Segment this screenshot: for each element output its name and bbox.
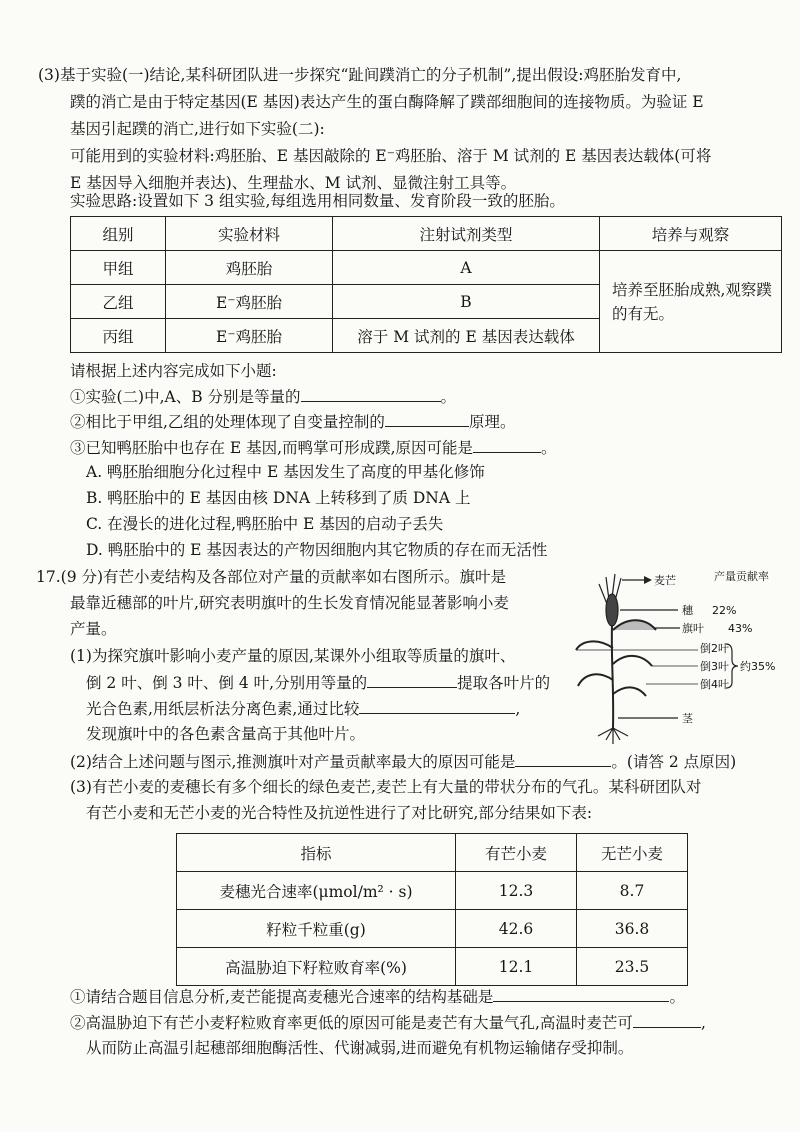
q16-sub-2 [70,410,515,433]
q17-p1-text: 倒 2 叶、倒 3 叶、倒 4 叶,分别用等量的 [86,674,368,692]
q17-stem-3: 产量。 [70,620,117,638]
answer-blank[interactable] [385,410,469,427]
q17-p1-line-2 [86,671,550,694]
q16-sub-3 [70,436,557,459]
table-header: 无芒小麦 [577,834,688,872]
q17-sub-2-text: ②高温胁迫下有芒小麦籽粒败育率更低的原因可能是麦芒有大量气孔,高温时麦芒可 [70,1014,633,1032]
option-d: D. 鸭胚胎中的 E 基因表达的产物因细胞内其它物质的存在而无活性 [86,541,548,559]
table-cell: 12.1 [456,948,577,986]
table-row [177,872,688,910]
table-cell: 42.6 [456,910,577,948]
q17-stem-2: 最靠近穗部的叶片,研究表明旗叶的生长发育情况能显著影响小麦 [70,594,509,612]
stem-label: 茎 [682,712,693,725]
q17-sub-1-text: ①请结合题目信息分析,麦芒能提高麦穗光合速率的结构基础是 [70,988,494,1006]
answer-blank[interactable] [359,697,515,714]
wheat-ear [606,594,618,626]
q16-sub-1 [70,385,456,408]
table-cell: E⁻鸡胚胎 [166,285,333,319]
table-header: 培养与观察 [600,217,782,251]
q17-p3-line-1: (3)有芒小麦的麦穗长有多个细长的绿色麦芒,麦芒上有大量的带状分布的气孔。某科研团队对 [70,778,702,796]
answer-blank[interactable] [493,985,669,1002]
q17-p1-line-4: 发现旗叶中的各色素含量高于其他叶片。 [86,725,366,743]
q17-p1-text-3: 光合色素,用纸层析法分离色素,通过比较 [86,700,360,718]
q17-p1-text-2: 提取各叶片的 [457,674,551,692]
roots [598,728,628,744]
wheat-comparison-table [176,833,688,986]
q16-intro-line-6: 实验思路:设置如下 3 组实验,每组选用相同数量、发育阶段一致的胚胎。 [70,192,565,210]
table-cell: B [333,285,600,319]
arrow-head [644,576,652,584]
table-row [177,948,688,986]
q16-sub-3-text: ③已知鸭胚胎中也存在 E 基因,而鸭掌可形成蹼,原因可能是 [70,439,474,457]
leaf-2-label: 倒2叶 [700,642,729,655]
leaf-4 [578,674,613,686]
q17-p2-end: 。(请答 2 点原因) [611,753,737,771]
q16-intro-line-2: 蹼的消亡是由于特定基因(E 基因)表达产生的蛋白酶降解了蹼部细胞间的连接物质。为验证 E [70,93,704,111]
leaf-3 [613,656,652,666]
answer-blank[interactable] [515,750,611,767]
answer-blank[interactable] [367,671,457,688]
leaves-value: 约35% [740,660,776,673]
observation-cell: 培养至胚胎成熟,观察蹼的有无。 [600,251,782,353]
flag-leaf-label: 旗叶 [682,622,704,635]
wheat-plant-figure [568,568,792,750]
spike-label: 穗 [682,604,693,617]
table-header: 指标 [177,834,456,872]
leaf-4-label: 倒4叶 [700,678,729,691]
table-header-row [71,217,782,251]
table-header: 实验材料 [166,217,333,251]
table-cell: 甲组 [71,251,166,285]
wheat-stem [612,626,613,728]
q16-intro-line-5: E 基因导入细胞并表达)、生理盐水、M 试剂、显微注射工具等。 [70,174,517,192]
q16-sub-3-end: 。 [541,439,557,457]
q17-stem-1: 17.(9 分)有芒小麦结构及各部位对产量的贡献率如右图所示。旗叶是 [36,568,507,586]
q17-p3-line-2: 有芒小麦和无芒小麦的光合特性及抗逆性进行了对比研究,部分结果如下表: [86,804,593,822]
table-header: 组别 [71,217,166,251]
q16-intro-line-4: 可能用到的实验材料:鸡胚胎、E 基因敲除的 E⁻鸡胚胎、溶于 M 试剂的 E 基因表达载体(可将 [70,147,712,165]
table-row [177,910,688,948]
table-cell: 溶于 M 试剂的 E 基因表达载体 [333,319,600,353]
table-row [71,251,782,285]
table-cell: 8.7 [577,872,688,910]
q17-p1-line-1: (1)为探究旗叶影响小麦产量的原因,某课外小组取等质量的旗叶、 [70,647,516,665]
q16-sub-2-text: ②相比于甲组,乙组的处理体现了自变量控制的 [70,413,385,431]
q17-p1-comma: , [515,700,521,718]
table-cell: 23.5 [577,948,688,986]
table-header: 注射试剂类型 [333,217,600,251]
experiment-table [70,216,782,353]
answer-blank[interactable] [633,1011,701,1028]
q16-intro-line-3: 基因引起蹼的消亡,进行如下实验(二): [70,120,325,138]
table-cell: 高温胁迫下籽粒败育率(%) [177,948,456,986]
q16-sub-1-end: 。 [440,388,457,406]
leaf-2 [576,641,613,650]
table-cell: 乙组 [71,285,166,319]
q17-p1-line-3 [86,697,520,720]
answer-blank[interactable] [473,436,541,453]
q17-sub-2-comma: , [700,1014,706,1032]
table-cell: E⁻鸡胚胎 [166,319,333,353]
spike-value: 22% [712,604,737,617]
q17-sub-2 [70,1011,706,1034]
q16-sub-1-text: ①实验(二)中,A、B 分别是等量的 [70,388,301,406]
table-cell: 36.8 [577,910,688,948]
q16-prompt: 请根据上述内容完成如下小题: [70,362,277,380]
leaf-5 [613,687,646,696]
table-cell: 12.3 [456,872,577,910]
flag-leaf [613,620,656,630]
leaf-3-label: 倒3叶 [700,660,729,673]
option-b: B. 鸭胚胎中的 E 基因由核 DNA 上转移到了质 DNA 上 [86,489,471,507]
table-cell: 丙组 [71,319,166,353]
option-a: A. 鸭胚胎细胞分化过程中 E 基因发生了高度的甲基化修饰 [86,463,485,481]
flag-leaf-value: 43% [728,622,753,635]
table-cell: 鸡胚胎 [166,251,333,285]
q17-sub-2-line-2: 从而防止高温引起穗部细胞酶活性、代谢减弱,进而避免有机物运输储存受抑制。 [86,1039,634,1057]
option-c: C. 在漫长的进化过程,鸭胚胎中 E 基因的启动子丢失 [86,515,444,533]
q17-sub-1-end: 。 [669,988,685,1006]
q17-p2-text: (2)结合上述问题与图示,推测旗叶对产量贡献率最大的原因可能是 [70,753,516,771]
q17-sub-1 [70,985,685,1008]
table-header: 有芒小麦 [456,834,577,872]
table-cell: 麦穗光合速率(μmol/m² · s) [177,872,456,910]
figure-title: 产量贡献率 [714,570,769,583]
awn-line [599,584,607,604]
q16-intro-line-1: (3)基于实验(一)结论,某科研团队进一步探究“趾间蹼消亡的分子机制”,提出假设:鸡胚胎发育中, [38,66,682,84]
answer-blank[interactable] [301,385,441,402]
awn-label: 麦芒 [654,574,676,587]
q17-p2 [70,750,736,773]
q16-sub-2-end: 原理。 [468,413,516,431]
table-cell: A [333,251,600,285]
table-cell: 籽粒千粒重(g) [177,910,456,948]
table-header-row [177,834,688,872]
